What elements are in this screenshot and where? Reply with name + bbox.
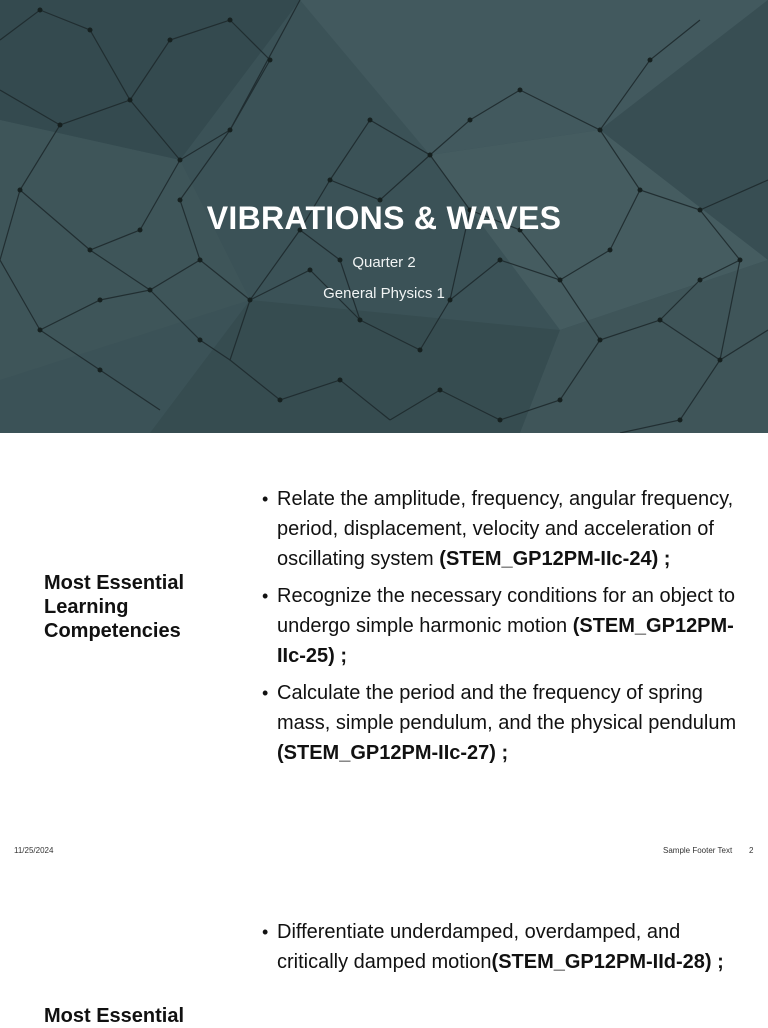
competency-code: (STEM_GP12PM-IIc-25) ;: [277, 615, 734, 667]
competencies-list: [262, 484, 752, 775]
list-item: [262, 917, 752, 977]
competencies-heading: [44, 571, 184, 643]
competency-text: Differentiate underdamped, overdamped, and critically damped motion: [277, 921, 681, 973]
slide-title: VIBRATIONS & WAVES: [206, 200, 562, 236]
competency-code: (STEM_GP12PM-IId-28) ;: [491, 951, 724, 973]
footer-text: Sample Footer Text: [663, 846, 733, 855]
list-item: [262, 484, 752, 574]
competency-code: (STEM_GP12PM-IIc-27) ;: [277, 742, 509, 764]
competency-text: Calculate the period and the frequency of spring mass, simple pendulum, and the physical pendulum: [277, 682, 737, 734]
competency-text: Relate the amplitude, frequency, angular frequency, period, displacement, velocity and acceleration of oscillating system: [277, 488, 734, 570]
heading-line: Most Essential: [44, 572, 185, 594]
footer-date: 11/25/2024: [14, 846, 54, 855]
heading-line: Competencies: [44, 620, 181, 642]
competencies-list: [262, 917, 752, 984]
competency-code: (STEM_GP12PM-IIc-24) ;: [439, 548, 671, 570]
footer-page-number: 2: [749, 846, 754, 855]
slide-subtitle-course: General Physics 1: [323, 285, 445, 302]
title-slide: [0, 0, 768, 433]
competency-text: Recognize the necessary conditions for an object to undergo simple harmonic motion: [277, 585, 736, 637]
heading-line: Most Essential: [44, 1005, 185, 1027]
list-item: [262, 678, 752, 768]
slide-subtitle-quarter: Quarter 2: [352, 254, 416, 271]
competencies-heading: [44, 1004, 184, 1028]
heading-line: Learning: [44, 596, 129, 618]
list-item: [262, 581, 752, 671]
